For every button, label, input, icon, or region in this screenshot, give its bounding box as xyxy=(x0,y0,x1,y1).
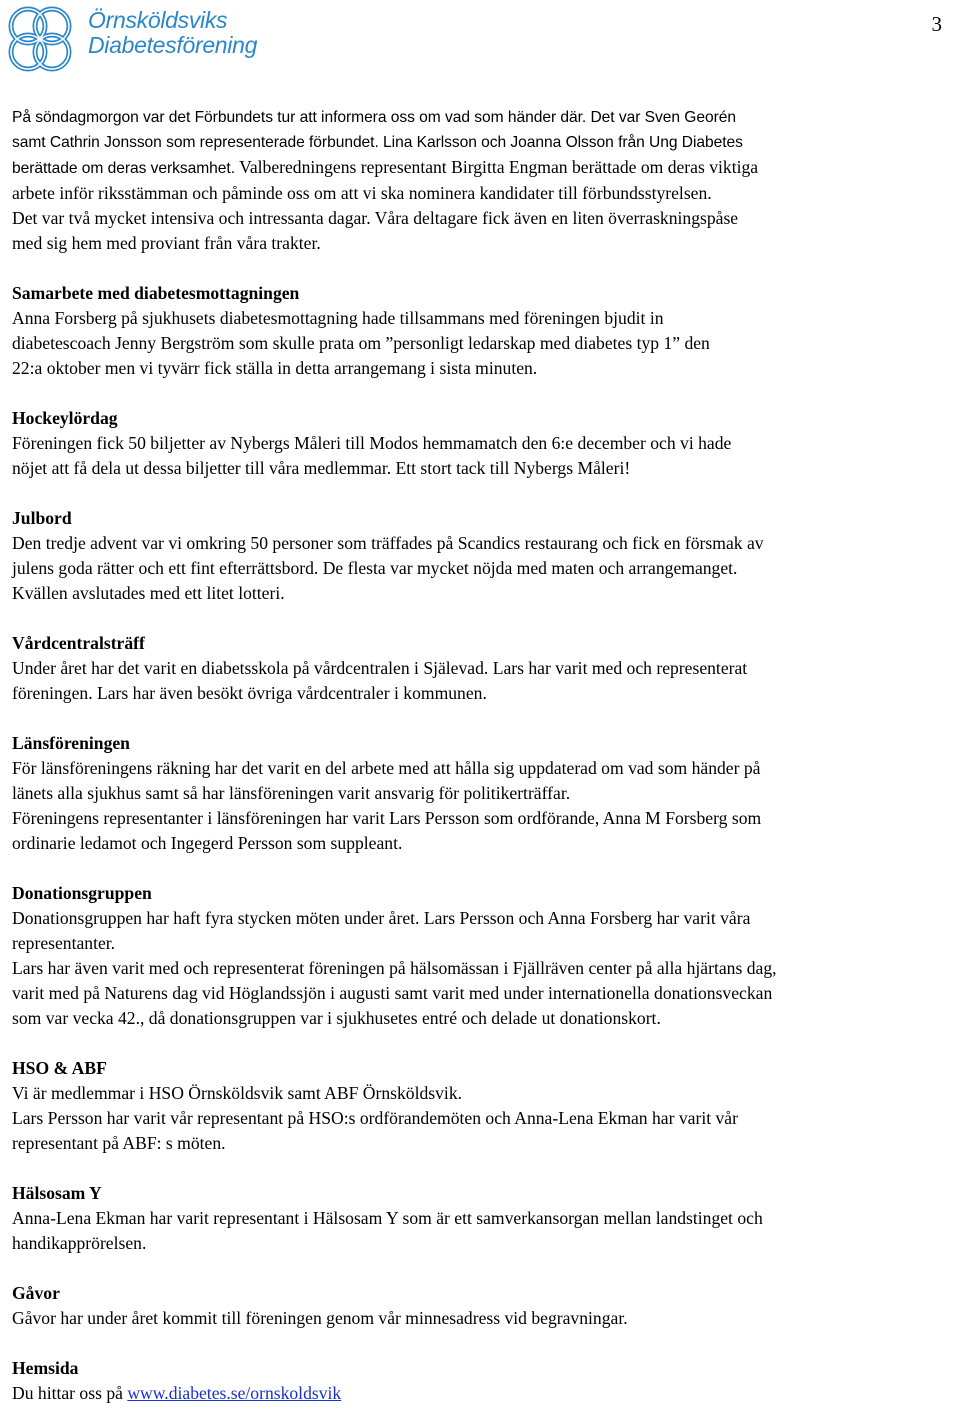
section-line: Föreningens representanter i länsföreningen har varit Lars Persson som ordförande, Anna M Forsberg som xyxy=(12,808,762,828)
section-line: Vi är medlemmar i HSO Örnsköldsvik samt ABF Örnsköldsvik. xyxy=(12,1083,463,1103)
section-line: diabetescoach Jenny Bergström som skulle prata om ”personligt ledarskap med diabetes typ 1” den xyxy=(12,333,710,353)
section-line: Anna-Lena Ekman har varit representant i Hälsosam Y som är ett samverkansorgan mellan landstinget och xyxy=(12,1208,763,1228)
section-heading: Hälsosam Y xyxy=(12,1183,102,1203)
section-line: För länsföreningens räkning har det varit en del arbete med att hålla sig uppdaterad om vad som händer på xyxy=(12,758,761,778)
intro-line: med sig hem med proviant från våra trakter. xyxy=(12,233,321,253)
section-hockeylordag xyxy=(12,406,952,481)
section-heading: Hemsida xyxy=(12,1358,79,1378)
section-halsosam-y xyxy=(12,1181,952,1256)
page-number: 3 xyxy=(931,12,942,36)
section-line: länets alla sjukhus samt så har länsföreningen varit ansvarig för politikerträffar. xyxy=(12,783,571,803)
section-line: handikapprörelsen. xyxy=(12,1233,147,1253)
logo-line-1: Örnsköldsviks xyxy=(88,7,228,33)
section-line: som var vecka 42., då donationsgruppen var i sjukhusetes entré och delade ut donationskort. xyxy=(12,1008,661,1028)
section-line: föreningen. Lars har även besökt övriga vårdcentraler i kommunen. xyxy=(12,683,487,703)
intro-line xyxy=(12,206,952,231)
section-julbord xyxy=(12,506,952,606)
section-gavor xyxy=(12,1281,952,1331)
logo-line-2: Diabetesförening xyxy=(88,32,258,58)
section-donationsgruppen xyxy=(12,881,952,1031)
section-lansforeningen xyxy=(12,731,952,856)
website-link[interactable]: www.diabetes.se/ornskoldsvik xyxy=(127,1383,342,1403)
intro-line: På söndagmorgon var det Förbundets tur att informera oss om vad som händer där. Det var Sven Georén xyxy=(12,109,737,126)
intro-paragraph xyxy=(12,105,952,256)
section-line: Lars Persson har varit vår representant på HSO:s ordförandemöten och Anna-Lena Ekman har varit vår xyxy=(12,1108,738,1128)
section-vardcentralstraff xyxy=(12,631,952,706)
intro-line-part: Det var två mycket intensiva och intressanta dagar. xyxy=(12,208,371,228)
document-body xyxy=(12,105,952,1406)
intro-line: samt Cathrin Jonsson som representerade förbundet. Lina Karlsson och Joanna Olsson från Ung Diabetes xyxy=(12,134,743,151)
section-line: julens goda rätter och ett fint efterrättsbord. De flesta var mycket nöjda med maten och arrangemanget. xyxy=(12,558,738,578)
section-hso-abf xyxy=(12,1056,952,1156)
section-line: ordinarie ledamot och Ingegerd Persson som suppleant. xyxy=(12,833,403,853)
section-line: representant på ABF: s möten. xyxy=(12,1133,226,1153)
section-samarbete xyxy=(12,281,952,381)
section-hemsida xyxy=(12,1356,952,1406)
section-line-text: Du hittar oss på xyxy=(12,1383,128,1403)
section-heading: Julbord xyxy=(12,508,72,528)
section-line: representanter. xyxy=(12,933,116,953)
intro-line: arbete inför riksstämman och påminde oss om att vi ska nominera kandidater till förbundsstyrelsen. xyxy=(12,183,712,203)
section-heading: HSO & ABF xyxy=(12,1058,107,1078)
section-line: Lars har även varit med och representerat föreningen på hälsomässan i Fjällräven center på alla hjärtans dag, xyxy=(12,958,777,978)
section-heading: Donationsgruppen xyxy=(12,883,152,903)
intro-line xyxy=(12,155,952,181)
logo-wordmark xyxy=(88,8,257,58)
section-line: 22:a oktober men vi tyvärr fick ställa in detta arrangemang i sista minuten. xyxy=(12,358,538,378)
section-line: Donationsgruppen har haft fyra stycken möten under året. Lars Persson och Anna Forsberg har varit våra xyxy=(12,908,751,928)
section-line: nöjet att få dela ut dessa biljetter till våra medlemmar. Ett stort tack till Nybergs Måleri! xyxy=(12,458,631,478)
intro-line-part: berättade om deras verksamhet. xyxy=(12,160,235,177)
intro-line-part: Valberedningens representant Birgitta Engman berättade om deras viktiga xyxy=(235,157,759,177)
section-line: Under året har det varit en diabetsskola på vårdcentralen i Själevad. Lars har varit med och representerat xyxy=(12,658,748,678)
section-line: Gåvor har under året kommit till föreningen genom vår minnesadress vid begravningar. xyxy=(12,1308,628,1328)
section-line xyxy=(12,1381,952,1406)
interlocking-rings-icon xyxy=(0,2,80,76)
section-line: Kvällen avslutades med ett litet lotteri. xyxy=(12,583,285,603)
section-heading: Samarbete med diabetesmottagningen xyxy=(12,283,300,303)
section-line: Anna Forsberg på sjukhusets diabetesmottagning hade tillsammans med föreningen bjudit in xyxy=(12,308,664,328)
section-heading: Vårdcentralsträff xyxy=(12,633,145,653)
section-line: Föreningen fick 50 biljetter av Nybergs Måleri till Modos hemmamatch den 6:e december och vi hade xyxy=(12,433,732,453)
section-line: Den tredje advent var vi omkring 50 personer som träffades på Scandics restaurang och fick en försmak av xyxy=(12,533,764,553)
section-heading: Gåvor xyxy=(12,1283,60,1303)
intro-line-part: Våra deltagare fick även en liten överraskningspåse xyxy=(370,208,739,228)
section-heading: Länsföreningen xyxy=(12,733,130,753)
association-logo xyxy=(0,0,262,80)
section-heading: Hockeylördag xyxy=(12,408,118,428)
section-line: varit med på Naturens dag vid Höglandssjön i augusti samt varit med under internationella donationsveckan xyxy=(12,983,773,1003)
